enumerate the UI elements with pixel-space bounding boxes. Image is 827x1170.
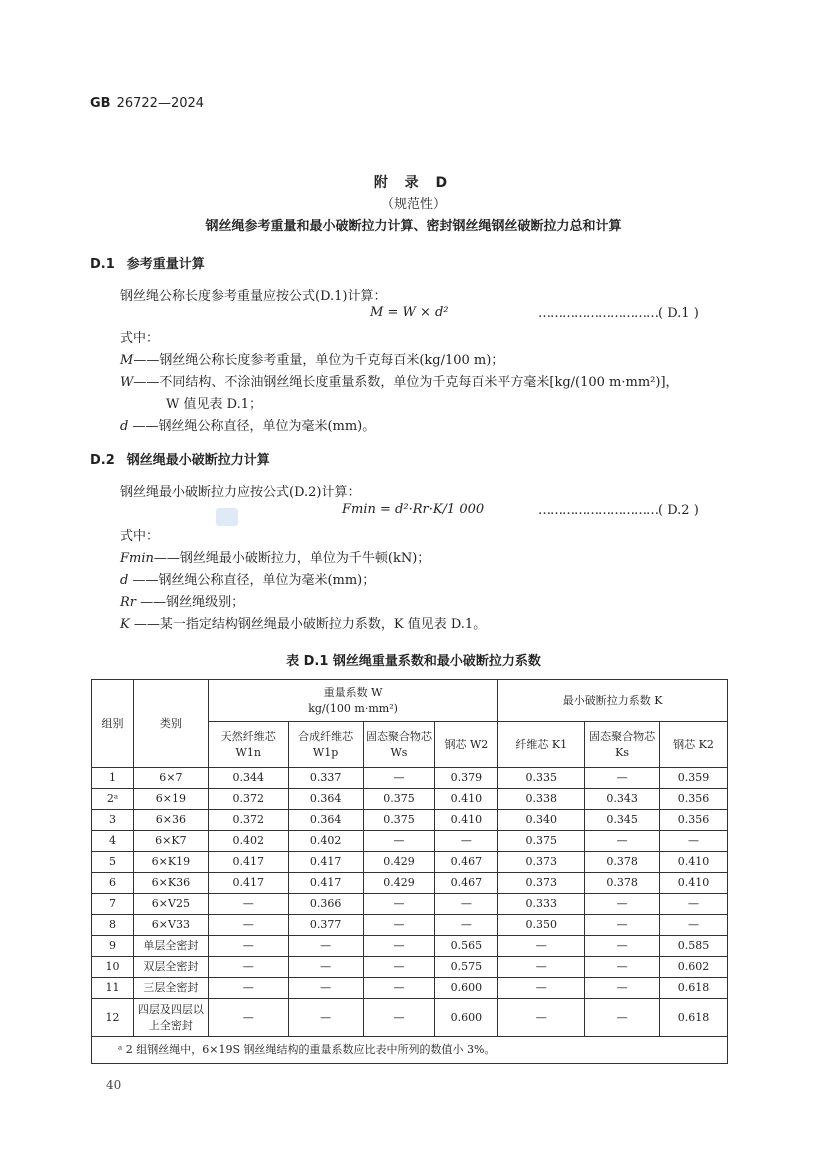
table-cell: — [435, 894, 498, 915]
table-cell: 6×K7 [133, 831, 208, 852]
table-row [92, 873, 728, 894]
table-cell: 0.429 [363, 873, 435, 894]
table-cell: 0.345 [585, 810, 660, 831]
table-row [92, 852, 728, 873]
table-cell: — [288, 999, 363, 1037]
d1-leader-dots: ………………………… [538, 306, 658, 321]
annex-nature: （规范性） [380, 197, 446, 212]
table-cell: — [660, 894, 728, 915]
table-cell: 四层及四层以上全密封 [133, 999, 208, 1037]
def-text: W 值见表 D.1； [166, 397, 262, 412]
standard-code: 26722—2024 [116, 96, 205, 111]
table-cell: 0.600 [435, 978, 498, 999]
def-text: ——某一指定结构钢丝绳最小破断拉力系数，K 值见表 D.1。 [129, 617, 487, 632]
table-cell: — [585, 957, 660, 978]
table-cell: — [660, 831, 728, 852]
table-cell: 0.375 [363, 810, 435, 831]
table-cell: 0.338 [498, 789, 585, 810]
d1-where: 式中： [120, 331, 160, 346]
table-cell: — [363, 915, 435, 936]
table-cell: 0.600 [435, 999, 498, 1037]
table-cell: — [498, 999, 585, 1037]
def-symbol: d [120, 573, 129, 588]
table-cell: 6×V25 [133, 894, 208, 915]
def-text: ——钢丝绳级别； [136, 595, 245, 610]
def-text: ——不同结构、不涂油钢丝绳长度重量系数，单位为千克每百米平方毫米[kg/(100 m·mm²)]， [133, 375, 679, 390]
table-cell: 4 [92, 831, 134, 852]
table-cell: 0.373 [498, 852, 585, 873]
d1-equation-number [538, 306, 728, 321]
table-cell: 0.575 [435, 957, 498, 978]
d1-def-m [120, 349, 504, 368]
table-cell: 0.417 [208, 852, 288, 873]
table-cell: 三层全密封 [133, 978, 208, 999]
d1-intro: 钢丝绳公称长度参考重量应按公式(D.1)计算： [120, 289, 387, 304]
table-row [92, 831, 728, 852]
table-cell: — [585, 831, 660, 852]
table-cell: 0.429 [363, 852, 435, 873]
table-cell: — [498, 957, 585, 978]
table-cell: 0.602 [660, 957, 728, 978]
d2-def-rr [120, 591, 244, 610]
d2-def-fmin [120, 547, 430, 566]
table-cell: — [363, 768, 435, 789]
document-header [90, 96, 204, 111]
d2-def-d [120, 569, 375, 588]
annex-title: 钢丝绳参考重量和最小破断拉力计算、密封钢丝绳钢丝破断拉力总和计算 [205, 219, 622, 234]
header-weight-title: 重量系数 W [323, 685, 383, 699]
table-cell: 1 [92, 768, 134, 789]
d2-leader-dots: ………………………… [538, 503, 658, 518]
table-cell: 5 [92, 852, 134, 873]
table-cell: 2ᵃ [92, 789, 134, 810]
table-cell: — [363, 894, 435, 915]
table-cell: — [208, 957, 288, 978]
table-cell: 0.379 [435, 768, 498, 789]
def-symbol: M [120, 353, 134, 368]
table-row [92, 978, 728, 999]
table-cell: — [363, 936, 435, 957]
d1-def-d [120, 415, 375, 434]
table-cell: 0.402 [208, 831, 288, 852]
def-symbol: K [120, 617, 130, 632]
header-type: 类别 [133, 680, 208, 768]
table-cell: — [435, 915, 498, 936]
subheader: 钢芯 W2 [435, 722, 498, 768]
header-group: 组别 [92, 680, 134, 768]
table-cell: 6 [92, 873, 134, 894]
d2-intro: 钢丝绳最小破断拉力应按公式(D.2)计算： [120, 485, 361, 500]
header-force: 最小破断拉力系数 K [498, 680, 728, 722]
table-cell: 0.410 [435, 810, 498, 831]
subheader: 固态聚合物芯 Ks [585, 722, 660, 768]
table-cell: 12 [92, 999, 134, 1037]
subheader: 天然纤维芯 W1n [208, 722, 288, 768]
table-cell: 0.343 [585, 789, 660, 810]
table-cell: — [585, 999, 660, 1037]
subheader: 固态聚合物芯 Ws [363, 722, 435, 768]
table-cell: 0.402 [288, 831, 363, 852]
table-cell: 0.410 [660, 852, 728, 873]
def-symbol: Rr [120, 595, 137, 610]
table-cell: — [585, 936, 660, 957]
table-cell: 8 [92, 915, 134, 936]
table-cell: — [498, 978, 585, 999]
table-cell: 6×K36 [133, 873, 208, 894]
table-cell: 0.375 [363, 789, 435, 810]
header-weight-unit: kg/(100 m·mm²) [308, 701, 398, 715]
table-cell: 0.337 [288, 768, 363, 789]
section-d1-heading [90, 253, 217, 272]
def-symbol: W [120, 375, 134, 390]
table-footnote: ᵃ 2 组钢丝绳中，6×19S 钢丝绳结构的重量系数应比表中所列的数值小 3%。 [92, 1037, 728, 1064]
table-cell: 0.333 [498, 894, 585, 915]
table-cell: 0.356 [660, 789, 728, 810]
annex-label: 附 录 D [373, 175, 454, 191]
table-cell: 6×7 [133, 768, 208, 789]
table-cell: 0.372 [208, 789, 288, 810]
table-cell: 0.340 [498, 810, 585, 831]
table-cell: 0.565 [435, 936, 498, 957]
d2-equation-number [538, 503, 728, 518]
table-cell: — [585, 768, 660, 789]
table-cell: 9 [92, 936, 134, 957]
table-cell: 双层全密封 [133, 957, 208, 978]
table-cell: — [363, 957, 435, 978]
subheader: 钢芯 K2 [660, 722, 728, 768]
table-cell: 0.366 [288, 894, 363, 915]
table-row [92, 768, 728, 789]
def-symbol: d [120, 419, 129, 434]
table-caption: 表 D.1 钢丝绳重量系数和最小破断拉力系数 [286, 654, 541, 669]
def-text: ——钢丝绳公称直径，单位为毫米(mm)。 [128, 419, 376, 434]
table-cell: 0.410 [435, 789, 498, 810]
table-cell: — [363, 999, 435, 1037]
table-cell: 0.364 [288, 789, 363, 810]
table-row [92, 810, 728, 831]
table-cell: 0.417 [288, 873, 363, 894]
table-cell: 3 [92, 810, 134, 831]
d1-def-w [120, 371, 679, 390]
section-d1-number: D.1 [90, 257, 115, 272]
subheader: 合成纤维芯 W1p [288, 722, 363, 768]
table-cell: — [288, 978, 363, 999]
table-cell: — [498, 936, 585, 957]
table-cell: 6×K19 [133, 852, 208, 873]
table-cell: 单层全密封 [133, 936, 208, 957]
table-cell: — [585, 915, 660, 936]
table-cell: 0.467 [435, 873, 498, 894]
table-cell: 0.364 [288, 810, 363, 831]
table-cell: — [435, 831, 498, 852]
table-cell: 0.467 [435, 852, 498, 873]
table-row [92, 789, 728, 810]
table-row [92, 915, 728, 936]
table-cell: 7 [92, 894, 134, 915]
table-cell: — [288, 936, 363, 957]
table-row [92, 999, 728, 1037]
table-cell: 0.350 [498, 915, 585, 936]
table-cell: 0.618 [660, 978, 728, 999]
table-cell: 10 [92, 957, 134, 978]
table-cell: — [660, 915, 728, 936]
table-cell: 0.335 [498, 768, 585, 789]
table-cell: — [208, 936, 288, 957]
table-cell: — [288, 957, 363, 978]
coefficient-table [91, 679, 728, 1064]
subheader: 纤维芯 K1 [498, 722, 585, 768]
table-cell: 11 [92, 978, 134, 999]
d2-def-k [120, 613, 486, 632]
def-text: ——钢丝绳公称直径，单位为毫米(mm)； [128, 573, 376, 588]
table-cell: 0.373 [498, 873, 585, 894]
table-cell: 0.585 [660, 936, 728, 957]
table-cell: — [208, 999, 288, 1037]
d1-def-w-continued [166, 393, 262, 412]
section-d2-number: D.2 [90, 453, 115, 468]
table-cell: — [208, 978, 288, 999]
table-row [92, 957, 728, 978]
table-cell: 6×36 [133, 810, 208, 831]
def-symbol: Fmin [120, 551, 154, 566]
table-cell: 0.378 [585, 873, 660, 894]
table-row [92, 894, 728, 915]
table-cell: 0.356 [660, 810, 728, 831]
standard-prefix: GB [90, 96, 111, 111]
section-d2-title: 钢丝绳最小破断拉力计算 [126, 453, 270, 468]
table-cell: — [585, 894, 660, 915]
page-number: 40 [106, 1078, 122, 1092]
d2-eq-label: ( D.2 ) [658, 503, 699, 518]
table-cell: — [208, 915, 288, 936]
table-cell: 6×19 [133, 789, 208, 810]
section-d1-title: 参考重量计算 [126, 257, 205, 272]
section-d2-heading [90, 449, 282, 468]
header-weight [208, 680, 498, 722]
watermark-logo [216, 508, 238, 526]
table-cell: 0.344 [208, 768, 288, 789]
table-cell: — [363, 831, 435, 852]
def-text: ——钢丝绳公称长度参考重量，单位为千克每百米(kg/100 m)； [133, 353, 505, 368]
table-cell: 0.359 [660, 768, 728, 789]
table-cell: 0.377 [288, 915, 363, 936]
table-cell: 0.618 [660, 999, 728, 1037]
d1-eq-label: ( D.1 ) [658, 306, 699, 321]
d1-formula: M = W × d² [370, 305, 449, 320]
table-cell: 0.378 [585, 852, 660, 873]
table-cell: — [208, 894, 288, 915]
table-cell: — [585, 978, 660, 999]
table-cell: — [363, 978, 435, 999]
table-cell: 0.375 [498, 831, 585, 852]
def-text: ——钢丝绳最小破断拉力，单位为千牛顿(kN)； [153, 551, 431, 566]
d2-formula: Fmin = d²·Rr·K/1 000 [342, 502, 485, 517]
table-cell: 0.372 [208, 810, 288, 831]
table-cell: 6×V33 [133, 915, 208, 936]
table-cell: 0.410 [660, 873, 728, 894]
table-cell: 0.417 [208, 873, 288, 894]
d2-where: 式中： [120, 529, 160, 544]
table-cell: 0.417 [288, 852, 363, 873]
table-row [92, 936, 728, 957]
